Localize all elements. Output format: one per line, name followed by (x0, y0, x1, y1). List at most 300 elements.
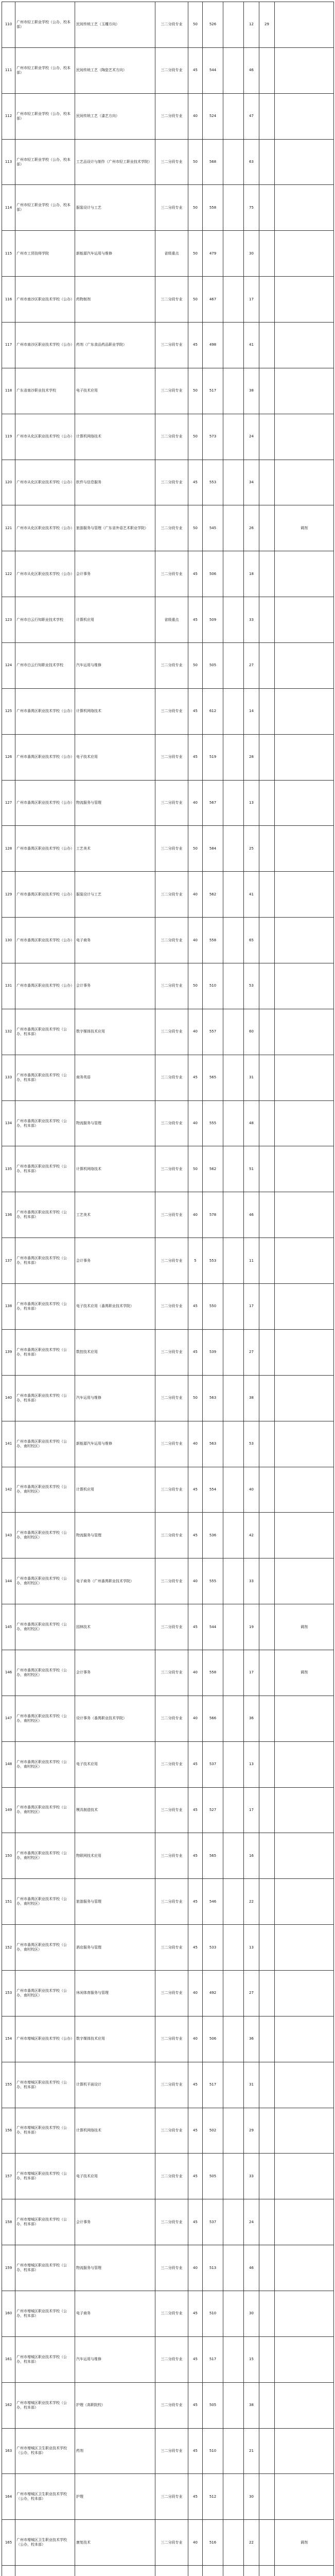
score-col-1: 17 (244, 277, 259, 323)
plan-count: 40 (188, 1100, 203, 1146)
rank-cell (223, 872, 244, 918)
school-name: 广州市番禺区职业技术学校（公办，校本部） (15, 1146, 75, 1192)
school-name: 广州市番禺区职业技术学校（公办，南村校区） (15, 1513, 75, 1558)
rank-cell (223, 1650, 244, 1696)
table-row (2, 963, 334, 1009)
school-name: 广州市白云行知职业技术学校 (15, 597, 75, 643)
min-score: 509 (203, 597, 223, 643)
school-name: 广州市增城区卫生职业技术学校（公办，校本部） (15, 2520, 75, 2566)
score-col-1: 17 (244, 1284, 259, 1330)
row-index: 150 (2, 1833, 15, 1879)
major-name: 计算机应用 (75, 1467, 155, 1513)
program-type: 三二分段专业 (155, 872, 188, 918)
program-type: 三二分段专业 (155, 1100, 188, 1146)
plan-count: 50 (188, 643, 203, 689)
min-score: 519 (203, 734, 223, 780)
program-type: 三二分段专业 (155, 2382, 188, 2428)
row-index: 165 (2, 2520, 15, 2566)
min-score: 467 (203, 277, 223, 323)
row-index: 115 (2, 231, 15, 277)
school-name: 广州市增城区卫生职业技术学校（公办，校本部） (15, 2474, 75, 2520)
min-score: 505 (203, 2382, 223, 2428)
score-col-1: 31 (244, 2062, 259, 2108)
note-cell (275, 185, 334, 231)
major-name: 会计事务 (75, 1238, 155, 1284)
note-cell (275, 1787, 334, 1833)
program-type: 三二分段专业 (155, 2016, 188, 2062)
school-name: 广州市增城区职业技术学校（公办，校本部） (15, 2336, 75, 2382)
note-cell (275, 1925, 334, 1971)
school-name: 广州市增城区职业技术学校（公办，校本部） (15, 2382, 75, 2428)
major-name: 酒店服务与管理 (75, 1925, 155, 1971)
note-cell (275, 2108, 334, 2154)
program-type: 三二分段专业 (155, 1146, 188, 1192)
rank-cell (223, 1604, 244, 1650)
school-name: 广州市增城区职业技术学校（公办，校本部） (15, 2291, 75, 2336)
score-col-1: 29 (244, 2108, 259, 2154)
program-type: 三二分段专业 (155, 1833, 188, 1879)
major-name: 会计事务 (75, 963, 155, 1009)
row-index: 133 (2, 1055, 15, 1100)
row-index: 113 (2, 139, 15, 185)
program-type: 三二分段专业 (155, 780, 188, 826)
program-type (155, 2566, 188, 2576)
score-col-1: 27 (244, 1329, 259, 1375)
note-cell (275, 1879, 334, 1925)
score-col-1: 36 (244, 2016, 259, 2062)
rank-cell (223, 918, 244, 963)
row-index: 128 (2, 826, 15, 872)
plan-count: 40 (188, 1192, 203, 1238)
min-score: 539 (203, 1329, 223, 1375)
school-name: 广州市轻工职业学校（公办，校本部） (15, 93, 75, 139)
score-col-2 (259, 2566, 275, 2576)
score-col-1: 51 (244, 1146, 259, 1192)
min-score: 567 (203, 780, 223, 826)
rank-cell (223, 688, 244, 734)
major-name: 会计事务 (75, 551, 155, 597)
row-index: 163 (2, 2428, 15, 2474)
score-col-1: 30 (244, 2291, 259, 2336)
plan-count: 45 (188, 1284, 203, 1330)
program-type: 三二分段专业 (155, 185, 188, 231)
table-row (2, 1696, 334, 1741)
score-col-1: 53 (244, 963, 259, 1009)
major-name: 园林技术 (75, 1604, 155, 1650)
min-score: 546 (203, 1879, 223, 1925)
program-type: 三二分段专业 (155, 368, 188, 414)
program-type: 三二分段专业 (155, 2336, 188, 2382)
table-row (2, 1650, 334, 1696)
table-row (2, 2154, 334, 2199)
note-cell (275, 734, 334, 780)
score-col-1: 38 (244, 2382, 259, 2428)
min-score: 545 (203, 505, 223, 551)
min-score: 578 (203, 1192, 223, 1238)
school-name: 广州市番禺区职业技术学校（公办，南村校区） (15, 1833, 75, 1879)
score-col-1: 27 (244, 643, 259, 689)
row-index: 138 (2, 1284, 15, 1330)
min-score: 565 (203, 1055, 223, 1100)
row-index: 153 (2, 1970, 15, 2016)
major-name: 数字媒体技术应用 (75, 2016, 155, 2062)
table-row (2, 368, 334, 414)
major-name: 物流服务与管理 (75, 780, 155, 826)
table-row (2, 2566, 334, 2576)
score-col-1: 27 (244, 1970, 259, 2016)
rank-cell (223, 1238, 244, 1284)
score-col-2 (259, 1513, 275, 1558)
rank-cell (223, 734, 244, 780)
min-score: 505 (203, 643, 223, 689)
min-score: 513 (203, 2245, 223, 2291)
major-name: 电子技术应用 (75, 734, 155, 780)
min-score: 558 (203, 918, 223, 963)
program-type: 三二分段专业 (155, 323, 188, 368)
table-row (2, 1558, 334, 1604)
table-row (2, 1467, 334, 1513)
min-score: 544 (203, 47, 223, 93)
table-row (2, 1513, 334, 1558)
program-type: 三二分段专业 (155, 2520, 188, 2566)
table-row (2, 2520, 334, 2566)
note-cell (275, 2062, 334, 2108)
rank-cell (223, 1375, 244, 1421)
score-col-1: 75 (244, 185, 259, 231)
plan-count: 45 (188, 460, 203, 505)
score-col-1: 33 (244, 2154, 259, 2199)
school-name: 广州市番禺区职业技术学校（公办） (15, 688, 75, 734)
school-name: 广州市增城区职业技术学校（公办） (15, 2016, 75, 2062)
plan-count: 45 (188, 2382, 203, 2428)
score-col-1: 17 (244, 1650, 259, 1696)
note-cell (275, 2291, 334, 2336)
score-col-2 (259, 2016, 275, 2062)
table-row (2, 2, 334, 48)
rank-cell (223, 1100, 244, 1146)
min-score: 566 (203, 1696, 223, 1741)
score-col-2 (259, 1329, 275, 1375)
program-type: 三二分段专业 (155, 460, 188, 505)
score-col-2 (259, 1558, 275, 1604)
row-index: 145 (2, 1604, 15, 1650)
table-row (2, 1604, 334, 1650)
plan-count: 45 (188, 597, 203, 643)
score-col-1: 30 (244, 2474, 259, 2520)
score-col-1: 38 (244, 1375, 259, 1421)
note-cell (275, 1055, 334, 1100)
table-row (2, 323, 334, 368)
score-col-2 (259, 643, 275, 689)
school-name: 广州市增城区职业技术学校（公办，校本部） (15, 2108, 75, 2154)
rank-cell (223, 1146, 244, 1192)
major-name: 康复技术 (75, 2520, 155, 2566)
rank-cell (223, 643, 244, 689)
school-name: 广州市增城区职业技术学校（公办，校本部） (15, 2154, 75, 2199)
note-cell (275, 1284, 334, 1330)
table-row (2, 139, 334, 185)
program-type: 三二分段专业 (155, 963, 188, 1009)
rank-cell (223, 414, 244, 460)
major-name: 数控技术应用 (75, 1329, 155, 1375)
score-col-2 (259, 2474, 275, 2520)
table-row (2, 597, 334, 643)
score-col-1: 15 (244, 2336, 259, 2382)
score-col-1: 41 (244, 323, 259, 368)
major-name: 休闲体育服务与管理 (75, 1970, 155, 2016)
major-name (75, 2566, 155, 2576)
school-name: 广州市番禺区职业技术学校（公办，校本部） (15, 1284, 75, 1330)
note-cell (275, 918, 334, 963)
score-col-2 (259, 2336, 275, 2382)
program-type: 三二分段专业 (155, 688, 188, 734)
score-col-1: 63 (244, 139, 259, 185)
note-cell (275, 93, 334, 139)
rank-cell (223, 1513, 244, 1558)
program-type: 三二分段专业 (155, 826, 188, 872)
note-cell (275, 2016, 334, 2062)
school-name: 广州市番禺区职业技术学校（公办，南村校区） (15, 1696, 75, 1741)
major-name: 新能源汽车运用与维修 (75, 1421, 155, 1467)
school-name: 广州市番禺区职业技术学校（公办，南村校区） (15, 1650, 75, 1696)
plan-count: 45 (188, 2108, 203, 2154)
rank-cell (223, 1970, 244, 2016)
plan-count: 50 (188, 185, 203, 231)
plan-count: 50 (188, 231, 203, 277)
table-row (2, 826, 334, 872)
note-cell (275, 1970, 334, 2016)
program-type: 三二分段专业 (155, 1650, 188, 1696)
note-cell (275, 368, 334, 414)
program-type: 三二分段专业 (155, 2474, 188, 2520)
major-name: 计算机网络技术 (75, 1146, 155, 1192)
note-cell (275, 231, 334, 277)
min-score: 550 (203, 1284, 223, 1330)
min-score: 512 (203, 2474, 223, 2520)
row-index: 134 (2, 1100, 15, 1146)
major-name: 民间传统工艺（玉雕方向） (75, 2, 155, 48)
plan-count: 50 (188, 139, 203, 185)
plan-count: 45 (188, 1467, 203, 1513)
program-type: 三二分段专业 (155, 1329, 188, 1375)
score-col-1: 60 (244, 1009, 259, 1055)
school-name (15, 2566, 75, 2576)
major-name: 电子商务 (75, 918, 155, 963)
rank-cell (223, 1284, 244, 1330)
min-score: 524 (203, 93, 223, 139)
score-col-2 (259, 368, 275, 414)
min-score: 584 (203, 826, 223, 872)
score-col-2 (259, 826, 275, 872)
school-name: 广州市番禺区职业技术学校（公办） (15, 826, 75, 872)
program-type: 三二分段专业 (155, 93, 188, 139)
table-row (2, 1055, 334, 1100)
min-score: 557 (203, 1009, 223, 1055)
program-type: 三二分段专业 (155, 2291, 188, 2336)
school-name: 广州市轻工职业学校（公办，校本部） (15, 185, 75, 231)
program-type: 三二分段专业 (155, 551, 188, 597)
table-row (2, 47, 334, 93)
program-type: 省级重点 (155, 231, 188, 277)
score-col-2 (259, 1879, 275, 1925)
row-index: 155 (2, 2062, 15, 2108)
note-cell (275, 643, 334, 689)
note-cell: 调剂 (275, 505, 334, 551)
rank-cell (223, 505, 244, 551)
table-row (2, 1879, 334, 1925)
note-cell (275, 1696, 334, 1741)
score-col-1: 65 (244, 918, 259, 963)
score-col-2 (259, 963, 275, 1009)
min-score: 555 (203, 1100, 223, 1146)
note-cell (275, 1100, 334, 1146)
school-name: 广州市番禺区职业技术学校（公办） (15, 963, 75, 1009)
score-col-2 (259, 460, 275, 505)
note-cell (275, 1192, 334, 1238)
plan-count: 45 (188, 1879, 203, 1925)
school-name: 广州市番禺区职业技术学校（公办，南村校区） (15, 1787, 75, 1833)
plan-count: 50 (188, 1146, 203, 1192)
score-col-2 (259, 2245, 275, 2291)
score-col-1: 14 (244, 688, 259, 734)
school-name: 广州市从化区职业技术学校（公办） (15, 505, 75, 551)
plan-count: 45 (188, 1055, 203, 1100)
score-col-1: 53 (244, 1421, 259, 1467)
plan-count: 45 (188, 551, 203, 597)
min-score: 510 (203, 2291, 223, 2336)
note-cell (275, 323, 334, 368)
score-col-1: 47 (244, 93, 259, 139)
school-name: 广州市番禺区职业技术学校（公办，南村校区） (15, 1925, 75, 1971)
plan-count: 40 (188, 1558, 203, 1604)
table-row (2, 2062, 334, 2108)
plan-count: 45 (188, 2154, 203, 2199)
table-row (2, 2016, 334, 2062)
program-type: 三二分段专业 (155, 2245, 188, 2291)
note-cell (275, 1558, 334, 1604)
score-col-2 (259, 1284, 275, 1330)
score-col-2 (259, 1375, 275, 1421)
score-col-2 (259, 93, 275, 139)
row-index: 110 (2, 2, 15, 48)
plan-count: 50 (188, 2, 203, 48)
plan-count: 50 (188, 414, 203, 460)
major-name: 计算机应用 (75, 597, 155, 643)
table-row (2, 93, 334, 139)
school-name: 广州市轻工职业学校（公办，校本部） (15, 2, 75, 48)
note-cell (275, 414, 334, 460)
row-index: 147 (2, 1696, 15, 1741)
row-index: 140 (2, 1375, 15, 1421)
score-col-1: 28 (244, 734, 259, 780)
school-name: 广州市番禺区职业技术学校（公办，校本部） (15, 1192, 75, 1238)
min-score: 502 (203, 2108, 223, 2154)
score-col-2 (259, 1146, 275, 1192)
min-score: 479 (203, 231, 223, 277)
score-col-1: 34 (244, 460, 259, 505)
rank-cell (223, 1467, 244, 1513)
program-type: 三二分段专业 (155, 1009, 188, 1055)
table-row (2, 1146, 334, 1192)
plan-count: 40 (188, 918, 203, 963)
plan-count: 45 (188, 1787, 203, 1833)
score-col-2 (259, 1696, 275, 1741)
rank-cell (223, 1192, 244, 1238)
rank-cell (223, 2199, 244, 2245)
rank-cell (223, 185, 244, 231)
table-row (2, 734, 334, 780)
score-col-1 (244, 2566, 259, 2576)
table-row (2, 1192, 334, 1238)
score-col-2 (259, 185, 275, 231)
min-score: 544 (203, 1604, 223, 1650)
rank-cell (223, 2291, 244, 2336)
program-type: 三二分段专业 (155, 505, 188, 551)
score-col-1: 31 (244, 1055, 259, 1100)
score-col-2 (259, 1421, 275, 1467)
rank-cell (223, 1741, 244, 1787)
school-name: 广州市番禺区职业技术学校（公办，南村校区） (15, 1558, 75, 1604)
row-index: 125 (2, 688, 15, 734)
table-body (2, 2, 334, 2576)
major-name: 新能源汽车运用与维修 (75, 231, 155, 277)
score-col-2 (259, 1009, 275, 1055)
row-index: 136 (2, 1192, 15, 1238)
min-score: 562 (203, 872, 223, 918)
plan-count: 45 (188, 47, 203, 93)
program-type: 三二分段专业 (155, 1238, 188, 1284)
program-type: 三二分段专业 (155, 918, 188, 963)
score-col-2 (259, 277, 275, 323)
row-index: 137 (2, 1238, 15, 1284)
rank-cell (223, 2382, 244, 2428)
major-name: 电子技术应用 (75, 1741, 155, 1787)
note-cell (275, 2245, 334, 2291)
rank-cell (223, 826, 244, 872)
rank-cell (223, 2108, 244, 2154)
min-score: 562 (203, 1146, 223, 1192)
note-cell (275, 1238, 334, 1284)
note-cell (275, 1146, 334, 1192)
rank-cell (223, 1009, 244, 1055)
note-cell (275, 1513, 334, 1558)
row-index: 117 (2, 323, 15, 368)
row-index: 143 (2, 1513, 15, 1558)
row-index: 141 (2, 1421, 15, 1467)
row-index: 112 (2, 93, 15, 139)
major-name: 药剂（广东食品药品职业学院） (75, 323, 155, 368)
min-score: 517 (203, 368, 223, 414)
score-col-2 (259, 139, 275, 185)
score-col-1: 13 (244, 1741, 259, 1787)
row-index: 124 (2, 643, 15, 689)
score-col-1: 33 (244, 1558, 259, 1604)
score-col-1: 30 (244, 231, 259, 277)
major-name: 民间传统工艺（漆艺方向） (75, 93, 155, 139)
school-name: 广州市增城区职业技术学校（公办，校本部） (15, 2199, 75, 2245)
row-index: 120 (2, 460, 15, 505)
table-row (2, 2199, 334, 2245)
rank-cell (223, 1329, 244, 1375)
table-row (2, 2291, 334, 2336)
note-cell (275, 2199, 334, 2245)
major-name: 物联网技术应用 (75, 1833, 155, 1879)
min-score: 558 (203, 185, 223, 231)
school-name: 广州市从化区职业技术学校（公办） (15, 551, 75, 597)
major-name: 计算机平面设计 (75, 2062, 155, 2108)
min-score: 555 (203, 1558, 223, 1604)
plan-count: 50 (188, 368, 203, 414)
